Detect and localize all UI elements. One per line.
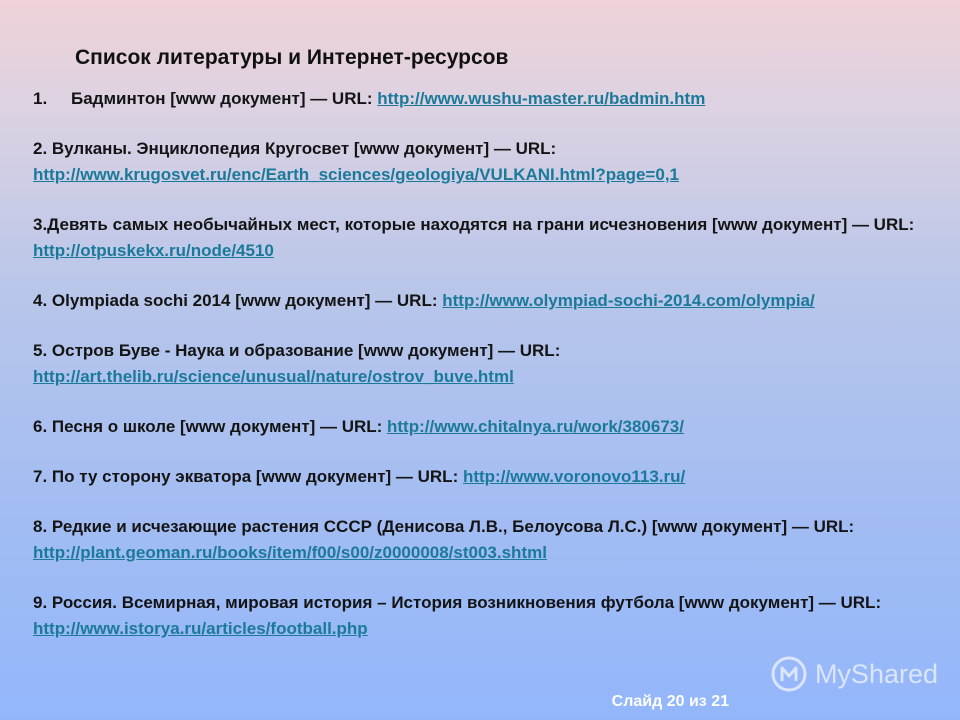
watermark-text: MyShared (814, 658, 938, 689)
reference-link[interactable]: http://www.istorya.ru/articles/football.php (33, 619, 368, 638)
reference-link[interactable]: http://otpuskekx.ru/node/4510 (33, 241, 274, 260)
reference-item (33, 86, 938, 112)
reference-item (33, 288, 938, 314)
reference-link[interactable]: http://www.voronovo113.ru/ (462, 467, 686, 486)
reference-text: 8. Редкие и исчезающие растения СССР (Денисова Л.В., Белоусова Л.С.) [www документ] — URL: (33, 517, 855, 536)
watermark (771, 656, 938, 692)
reference-link[interactable]: http://art.thelib.ru/science/unusual/nature/ostrov_buve.html (33, 367, 514, 386)
reference-item (33, 464, 938, 490)
reference-text: Бадминтон [www документ] — URL: (71, 89, 378, 108)
myshared-logo-icon (771, 656, 807, 692)
reference-item (33, 338, 938, 390)
reference-text: 2. Вулканы. Энциклопедия Кругосвет [www документ] — URL: (33, 139, 557, 158)
reference-item (33, 136, 938, 188)
reference-link[interactable]: http://www.wushu-master.ru/badmin.htm (377, 89, 706, 108)
reference-item (33, 590, 938, 642)
reference-text: 9. Россия. Всемирная, мировая история – История возникновения футбола [www документ] — URL: (33, 593, 882, 612)
reference-text: 6. Песня о школе [www документ] — URL: (33, 417, 388, 436)
reference-list (33, 86, 938, 666)
reference-link[interactable]: http://www.chitalnya.ru/work/380673/ (387, 417, 684, 436)
reference-text: 7. По ту сторону экватора [www документ] — URL: (33, 467, 463, 486)
reference-link[interactable]: http://www.krugosvet.ru/enc/Earth_sciences/geologiya/VULKANI.html?page=0,1 (33, 165, 679, 184)
reference-link[interactable]: http://plant.geoman.ru/books/item/f00/s00/z0000008/st003.shtml (33, 543, 547, 562)
reference-item (33, 414, 938, 440)
slide-counter: Слайд 20 из 21 (611, 693, 729, 710)
reference-link[interactable]: http://www.olympiad-sochi-2014.com/olympia/ (442, 291, 815, 310)
reference-text: 4. Olympiada sochi 2014 [www документ] — URL: (33, 291, 443, 310)
reference-number: 1. (33, 89, 48, 108)
reference-text: 3.Девять самых необычайных мест, которые находятся на грани исчезновения [www документ] — URL: (33, 215, 915, 234)
reference-item (33, 212, 938, 264)
reference-text: 5. Остров Буве - Наука и образование [www документ] — URL: (33, 341, 561, 360)
reference-item (33, 514, 938, 566)
page-title: Список литературы и Интернет-ресурсов (75, 46, 509, 69)
